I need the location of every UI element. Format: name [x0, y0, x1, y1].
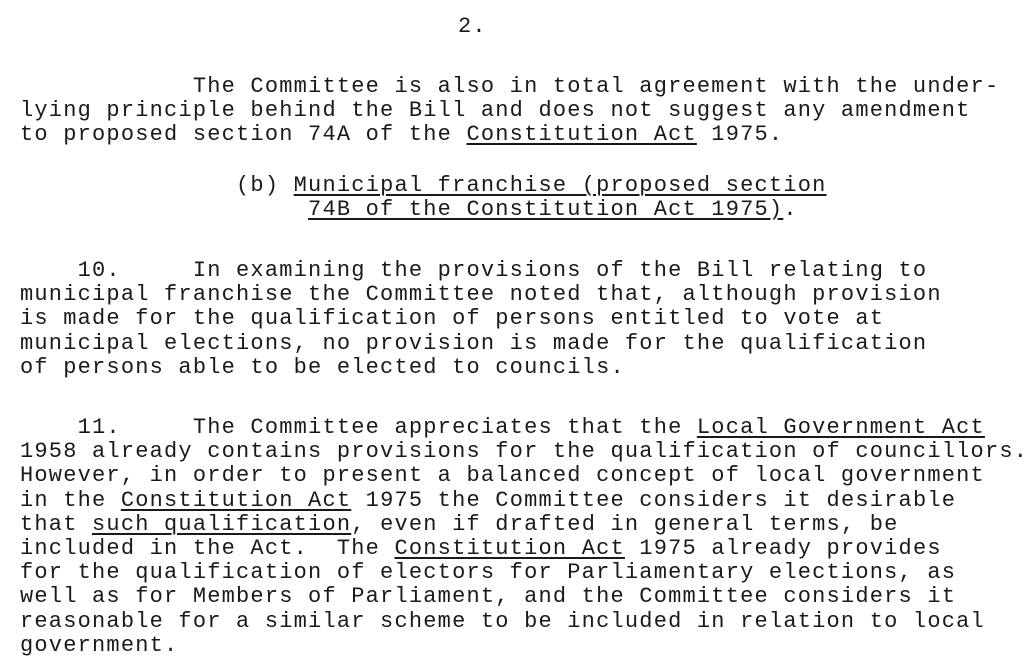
underlined-text: Local Government Act [696, 415, 985, 440]
text-segment: of persons able to be elected to councils. [20, 354, 625, 380]
text-segment: 10. In examining the provisions of the Bill relating to [20, 258, 928, 283]
paragraph-11-line [20, 416, 985, 440]
paragraph-10-line [20, 356, 625, 380]
text-segment: municipal elections, no provision is made for the qualification [20, 330, 928, 356]
underlined-text: 74B of the Constitution Act 1975) [308, 197, 784, 223]
paragraph-11-line [20, 561, 956, 585]
text-segment: for the qualification of electors for Parliamentary elections, as [20, 560, 957, 586]
paragraph-11-line [20, 513, 899, 537]
paragraph-continuation-line [20, 99, 971, 123]
paragraph-10-line [20, 283, 942, 307]
paragraph-11-line [20, 634, 178, 658]
section-heading-line [20, 174, 827, 198]
underlined-text: Constitution Act [394, 536, 625, 561]
paragraph-continuation-line [20, 123, 783, 147]
text-segment: . [783, 197, 798, 223]
text-segment: reasonable for a similar scheme to be included in relation to local [20, 608, 985, 634]
text-segment: well as for Members of Parliament, and the Committee considers it [20, 584, 957, 610]
paragraph-11-line [20, 440, 1028, 464]
paragraph-10-line [20, 307, 884, 331]
section-heading-line [20, 198, 798, 222]
text-segment: (b) [20, 173, 294, 198]
text-segment: included in the Act. The [20, 536, 395, 561]
text-segment: that [20, 511, 93, 537]
text-segment: in the [20, 487, 121, 513]
page-number-text: 2. [458, 14, 487, 39]
text-segment: The Committee is also in total agreement with the under- [20, 74, 1000, 99]
paragraph-continuation-line [20, 75, 999, 99]
text-segment: , even if drafted in general terms, be [351, 511, 899, 537]
text-segment: 1975 the Committee considers it desirable [351, 487, 957, 513]
page-number [458, 15, 487, 39]
text-segment: government. [20, 632, 179, 658]
paragraph-10-line [20, 332, 927, 356]
paragraph-11-line [20, 537, 942, 561]
text-segment: municipal franchise the Committee noted that, although provision [20, 282, 942, 308]
paragraph-10-line [20, 259, 927, 283]
text-segment: lying principle behind the Bill and does not suggest any amendment [20, 98, 971, 124]
text-segment: 11. The Committee appreciates that the [20, 415, 697, 440]
text-segment: 1975. [696, 122, 784, 148]
underlined-text: Constitution Act [466, 122, 697, 148]
underlined-text: such qualification [92, 511, 352, 537]
text-segment: is made for the qualification of persons entitled to vote at [20, 306, 885, 332]
text-segment [20, 197, 308, 222]
text-segment: 1958 already contains provisions for the qualification of councillors. [20, 439, 1029, 465]
paragraph-11-line [20, 464, 985, 488]
paragraph-11-line [20, 585, 956, 609]
underlined-text: Municipal franchise (proposed section [293, 173, 827, 198]
text-segment: to proposed section 74A of the [20, 122, 467, 148]
text-segment: However, in order to present a balanced concept of local government [20, 463, 985, 489]
underlined-text: Constitution Act [120, 487, 352, 513]
paragraph-11-line [20, 610, 985, 634]
paragraph-11-line [20, 489, 956, 513]
text-segment: 1975 already provides [624, 536, 942, 561]
